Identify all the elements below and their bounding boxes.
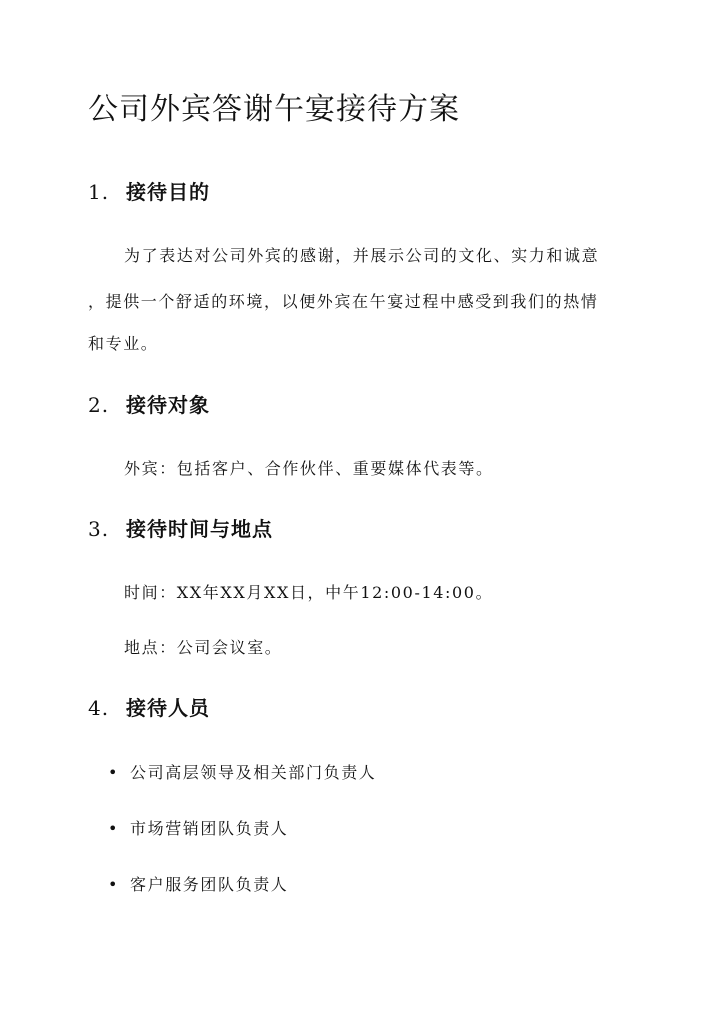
section-number: 2. <box>88 393 110 417</box>
list-item-text: 公司高层领导及相关部门负责人 <box>130 763 377 782</box>
section-heading-purpose <box>88 176 210 205</box>
section-number: 4. <box>88 696 110 720</box>
section-heading-staff <box>88 692 210 721</box>
document-title: 公司外宾答谢午宴接待方案 <box>88 92 460 127</box>
list-item <box>108 760 376 783</box>
section-title: 接待时间与地点 <box>126 517 273 541</box>
paragraph-line-place: 地点：公司会议室。 <box>124 638 283 657</box>
paragraph-line: 和专业。 <box>88 334 159 353</box>
list-item <box>108 872 288 895</box>
list-item-text: 市场营销团队负责人 <box>130 819 289 838</box>
bullet-icon: • <box>108 875 120 894</box>
section-heading-time-place <box>88 513 273 542</box>
bullet-icon: • <box>108 763 120 782</box>
section-number: 3. <box>88 517 110 541</box>
section-number: 1. <box>88 180 110 204</box>
section-title: 接待人员 <box>126 696 210 720</box>
section-title: 接待对象 <box>126 393 210 417</box>
list-item <box>108 816 288 839</box>
paragraph-line: ，提供一个舒适的环境，以便外宾在午宴过程中感受到我们的热情 <box>88 292 599 311</box>
paragraph-line: 外宾：包括客户、合作伙伴、重要媒体代表等。 <box>124 459 494 478</box>
paragraph-line: 为了表达对公司外宾的感谢，并展示公司的文化、实力和诚意 <box>124 246 600 265</box>
list-item-text: 客户服务团队负责人 <box>130 875 289 894</box>
bullet-icon: • <box>108 819 120 838</box>
section-heading-audience <box>88 389 210 418</box>
section-title: 接待目的 <box>126 180 210 204</box>
paragraph-line-time: 时间：XX年XX月XX日，中午12:00-14:00。 <box>124 583 494 602</box>
